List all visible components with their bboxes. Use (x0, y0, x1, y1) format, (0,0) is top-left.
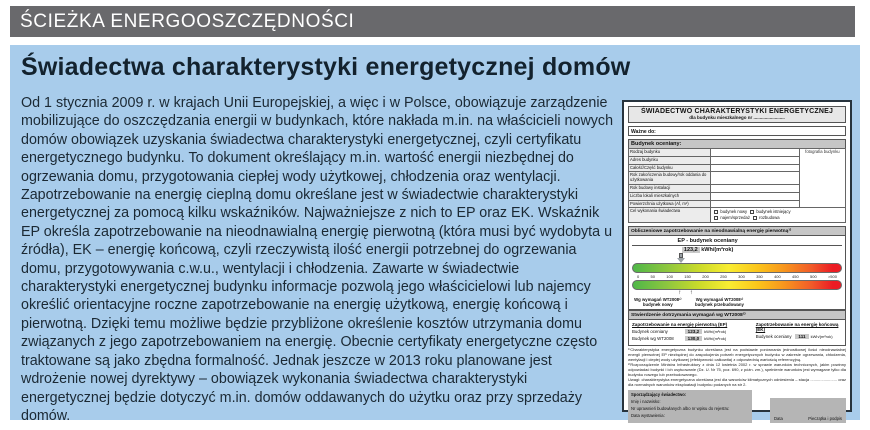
table-row (629, 149, 846, 157)
tick-label: 250 (720, 274, 727, 280)
ek-summary-header: Zapotrzebowanie na energię końcową (EK) (755, 322, 839, 333)
summary-row-label: Budynek oceniany (632, 329, 668, 335)
row-label: Liczba lokali mieszkalnych (629, 192, 711, 200)
tick-label: 150 (684, 274, 691, 280)
building-section-header: Budynek oceniany: (628, 139, 846, 148)
row-value (711, 172, 799, 185)
row-label: Rok zakończenia budowy/rok oddania do użytkowania (629, 172, 711, 185)
tick-label: 50 (650, 274, 655, 280)
date-label: Data (774, 415, 783, 421)
purpose-options-line (712, 216, 844, 221)
purpose-label: Cel wykonania świadectwa (629, 208, 711, 223)
ep-summary-header: Zapotrzebowanie na energię pierwotną (EP) (632, 322, 728, 328)
section-header-title: ŚCIEŻKA ENERGOOSZCZĘDNOŚCI (20, 11, 355, 32)
signer-license-label: Nr uprawnień budowlanych albo nr wpisu do rejestru: (631, 406, 730, 412)
wt2008-arrow-icon: ↑ (678, 290, 682, 297)
valid-to-field: Ważne do: (628, 126, 846, 136)
summary-row (632, 336, 752, 341)
ep-value-chip: 123,2 (683, 247, 698, 254)
energy-scale-bar-bottom (632, 280, 842, 290)
wt2008-arrow-icon: ↑ (689, 290, 693, 297)
requirements-summary (628, 320, 846, 346)
checkbox-icon (750, 210, 754, 214)
footnote-notes: Uwagi: charakterystyka energetyczna określana jest dla warunków klimatycznych odniesienia – stacja ........................ oraz dla normalnych warunków eksploatacji budynku podanych na str 2. (628, 377, 846, 388)
ep-marker-arrow-icon (676, 253, 686, 263)
summary-unit: kWh/(m²rok) (704, 329, 727, 335)
summary-row (632, 329, 752, 334)
wt2008-labels-row (632, 297, 842, 308)
summary-value-chip: 130,0 (685, 336, 703, 341)
energy-certificate-image (622, 100, 852, 421)
row-label: Adres budynku (629, 156, 711, 164)
signer-header: Sporządzający świadectwo: (631, 391, 687, 397)
building-table (628, 148, 846, 223)
tick-label: 450 (792, 274, 799, 280)
row-value (711, 184, 799, 192)
checkbox-icon (753, 216, 757, 220)
scale-tick-labels (632, 274, 842, 279)
summary-unit: kWh/(m²rok) (810, 334, 833, 340)
wt2008-label-new: Wg wymagań WT2008¹⁾ budynek nowy (634, 297, 682, 308)
tick-label: 500 (810, 274, 817, 280)
article-title: Świadectwa charakterystyki energetycznej domów (21, 53, 631, 81)
footnote-2: ²⁾Rozporządzenie Ministra Infrastruktury z dnia 12 kwietnia 2002 r. w sprawie warunków technicznych, jakim powinny odpowiadać budynki i ich usytuowanie (Dz. U. Nr 75, poz. 690, z późn. zm.), spełnienie warunków jest wymagane tylko dla budynku nowego lub przebudowanego. (628, 362, 846, 377)
wt2008-marker-zone (632, 290, 842, 297)
row-label: Całość/Część budynku (629, 164, 711, 172)
purpose-options-cell (711, 208, 846, 223)
row-value (711, 156, 799, 164)
article-body-text: Od 1 stycznia 2009 r. w krajach Unii Europejskiej, a więc i w Polsce, obowiązuje zarządzenie mobilizujące do oszczędzania energii w budynkach, które nakłada m.in. na właścicieli nowych domów obowiązek uzyskania świadectwa charakterystyki energetycznej, czyli certyfikatu energetycznego budynku. To dokument określający m.in. wartość energii niezbędnej do ogrzewania domu, przygotowania ciepłej wody użytkowej, chłodzenia oraz wentylacji. Zapotrzebowanie na energię cieplną domu określane jest w świadectwie charakterystyki energetycznej za pomocą kilku wskaźników. Najważniejsze z nich to EP oraz EK. Wskaźnik EP określa zapotrzebowanie na nieodnawialną energię pierwotną (która musi być wydobyta u źródła), EK – energię końcową, czyli rzeczywistą ilość energii potrzebnej do ogrzewania domu, przygotowywania c.w.u., wentylacji i chłodzenia. Zawarte w świadectwie charakterystyki energetycznej budynku informacje pozwolą jego właścicielowi lub najemcy określić orientacyjne roczne zapotrzebowanie na energię użytkową, energię końcową i pierwotną. Dzięki temu możliwe będzie przybliżone określenie kosztów utrzymania domu związanych z jego zapotrzebowaniem na energię. Obecnie certyfikaty energetyczne często traktowane są jako zbędna formalność. Jednak jeszcze w 2013 roku planowane jest wdrożenie nowej dyrektywy – obowiązek wykonania świadectwa charakterystyki energetycznej będzie dotyczyć m.in. domów oddawanych do użytku oraz przy sprzedaży domów. (21, 95, 614, 424)
checkbox-icon (714, 210, 718, 214)
primary-energy-band-title: Obliczeniowe zapotrzebowanie na nieodnawialną energię pierwotną¹⁾ (628, 226, 846, 236)
certificate-signature-row (628, 390, 846, 423)
table-row (629, 208, 846, 223)
certificate-subtitle: dla budynku mieszkalnego nr ......................... (689, 115, 785, 120)
signer-box (628, 390, 752, 423)
row-label: Rok budowy instalacji (629, 184, 711, 192)
checkbox-icon (714, 216, 718, 220)
signer-issue-date-label: Data wystawienia: (631, 413, 665, 419)
signer-name-label: Imię i nazwisko: (631, 399, 661, 405)
tick-label: 100 (666, 274, 673, 280)
summary-row-label: Budynek oceniany (755, 334, 792, 340)
energy-scale-bar-top (632, 263, 842, 273)
row-value (711, 192, 799, 200)
certificate-footnotes (628, 348, 846, 388)
row-value (711, 200, 799, 208)
summary-unit: kWh/(m²rok) (704, 336, 727, 342)
article-panel (10, 45, 860, 424)
ep-summary-column (632, 322, 752, 343)
tick-label: 400 (774, 274, 781, 280)
tick-label: 350 (756, 274, 763, 280)
tick-label: >500 (827, 274, 837, 280)
ep-chart-header: EP - budynek oceniany (632, 238, 842, 246)
row-label: Powierzchnia użytkowa (Af, m²) (629, 200, 711, 208)
purpose-option: rozbudowa (759, 215, 780, 221)
stamp-box (770, 398, 846, 423)
purpose-option: najem/sprzedaż (720, 215, 750, 221)
certificate-title-box (628, 106, 846, 123)
energy-scale-chart (628, 236, 846, 310)
row-label: Rodzaj budynku (629, 149, 711, 157)
tick-label: 0 (637, 274, 640, 280)
purpose-option: budynek istniejący (756, 209, 791, 215)
ek-summary-column (756, 322, 846, 343)
tick-label: 300 (738, 274, 745, 280)
stamp-signature-label: Pieczątka i podpis (808, 415, 842, 421)
section-header-bar (10, 6, 855, 37)
purpose-option: budynek nowy (720, 209, 748, 215)
ep-marker-zone (632, 253, 842, 263)
footnote-1: ¹⁾Charakterystyka energetyczna budynku określana jest na podstawie porównania jednostkowej ilości nieodnawialnej energii pierwotnej EP niezbędnej do zaspokojenia potrzeb energetycznych budynku w zakresie ogrzewania, chłodzenia, wentylacji i ciepłej wody użytkowej (efektywność całkowita) z odpowiednią wartością referencyjną. (628, 347, 846, 362)
summary-value-chip: 123,2 (685, 329, 703, 334)
tick-label: 200 (702, 274, 709, 280)
summary-row (756, 334, 846, 339)
row-value (711, 164, 799, 172)
wt2008-label-rebuilt: Wg wymagań WT2008¹⁾ budynek przebudowany (695, 297, 744, 308)
summary-row-label: Budynek wg WT2008 (632, 336, 674, 342)
building-photo-placeholder: fotografia budynku (799, 149, 845, 208)
ep-value-unit: kWh/(m²rok) (701, 247, 734, 254)
row-value (711, 149, 799, 157)
summary-value-chip: 111 (795, 334, 808, 339)
requirements-band-title: Stwierdzenie dotrzymania wymagań wg WT2008²⁾ (628, 310, 846, 320)
certificate-title: ŚWIADECTWO CHARAKTERYSTYKI ENERGETYCZNEJ (640, 108, 834, 115)
